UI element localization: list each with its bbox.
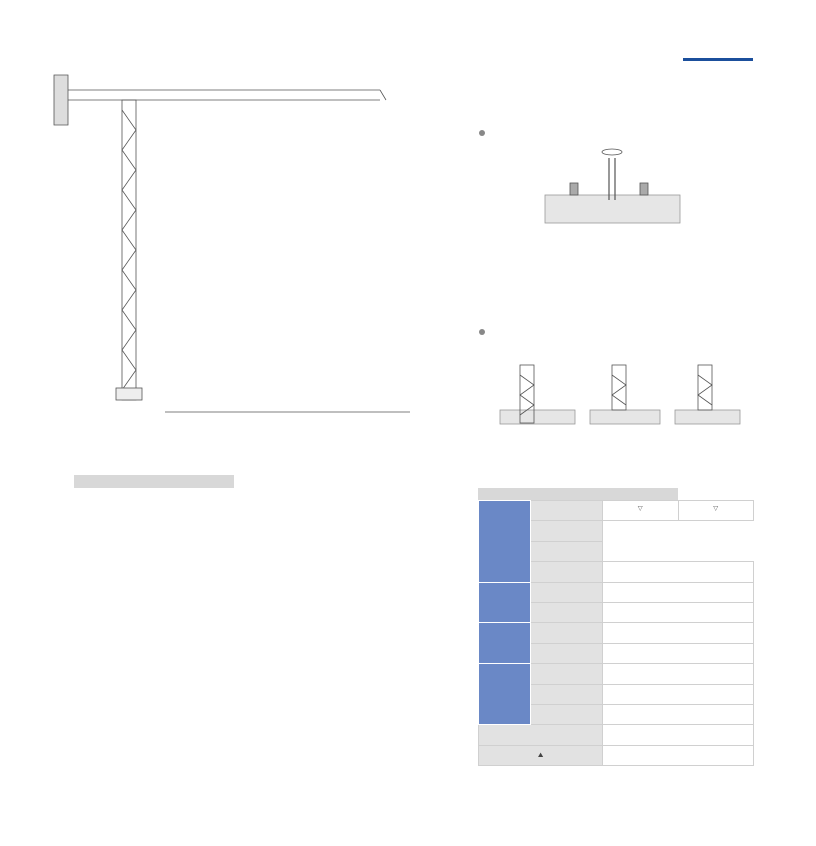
weight-icon: ⛰ <box>537 751 544 759</box>
speed-label <box>531 664 603 684</box>
mounting-label <box>479 326 488 336</box>
bullet-icon <box>479 130 485 136</box>
pressure-label <box>531 704 603 724</box>
foundation-label <box>479 127 488 137</box>
hoist-power <box>603 562 754 582</box>
power-label <box>531 643 603 663</box>
mechanism-table <box>478 500 754 766</box>
fall-label <box>531 501 603 521</box>
total-power-label <box>479 725 603 745</box>
load-capacity-heading <box>74 475 234 488</box>
weight-value <box>603 745 754 765</box>
hoist-group <box>479 501 531 583</box>
mounting-diagrams <box>490 355 750 455</box>
power-label <box>531 684 603 704</box>
capacity-label <box>531 521 603 541</box>
trolley-power <box>603 643 754 663</box>
power-label <box>531 562 603 582</box>
slew-speed <box>603 582 754 602</box>
fall-6-hook <box>678 501 754 521</box>
weight-label <box>479 745 603 765</box>
crane-elevation-drawing <box>40 70 420 420</box>
hook-icon: ▽ <box>637 504 643 512</box>
title-underline <box>683 58 753 61</box>
hook-icon: ▽ <box>713 504 719 512</box>
trolley-speed <box>603 623 754 643</box>
climb-speed <box>603 664 754 684</box>
title-block <box>470 10 770 60</box>
climb-pressure <box>603 704 754 724</box>
climb-group <box>479 664 531 725</box>
speed-label <box>531 623 603 643</box>
trolley-group <box>479 623 531 664</box>
power-label <box>531 602 603 622</box>
climb-power <box>603 684 754 704</box>
foundation-diagram <box>540 140 700 235</box>
bullet-icon <box>479 329 485 335</box>
slewing-group <box>479 582 531 623</box>
slew-power <box>603 602 754 622</box>
fall-3-hook <box>603 501 679 521</box>
slew-speed-label <box>531 582 603 602</box>
speed-label <box>531 541 603 561</box>
total-power-value <box>603 725 754 745</box>
